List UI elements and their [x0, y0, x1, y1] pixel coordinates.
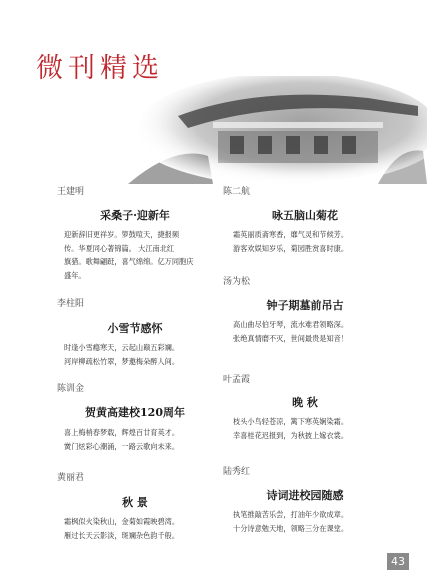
- poem-text: 枝头小鸟轻苍凉，篱下寒英娴染霜。 幸喜桂花迟报到，为秋披上嫁衣裳。: [233, 417, 349, 440]
- building-roof-icon: [118, 76, 427, 184]
- poem-text: 高山曲尽伯牙琴，流水难君领略深。 张绝真情磨不灭，世间最贵是知音！: [233, 320, 349, 343]
- poem-title: 咏五脑山菊花: [272, 209, 338, 222]
- poem-text: 执笔推敲苦乐尝，打油年少欲成章。 十分诗意勉天地，领略三分在课堂。: [233, 510, 349, 533]
- poem-author: 汤为松: [223, 277, 251, 287]
- poem-author: 叶孟霞: [223, 375, 251, 385]
- poem-title: 晚 秋: [292, 396, 318, 409]
- poem-text: 时逢小雪瘾寒天，云起山巅五彩斓。 河岸柳疏松竹翠，梦邀梅朵醉人间。: [64, 343, 180, 366]
- column-title: 微刊精选: [36, 53, 164, 84]
- poem-author: 王建明: [57, 187, 85, 197]
- page-number: 43: [387, 553, 409, 570]
- poem-title: 小雪节感怀: [107, 322, 163, 335]
- poem-text: 霜英丽质斋寒香，靡气灵和节候芳。 游客欢娱知岁乐，菊园胜赏喜时康。: [233, 230, 349, 253]
- poem-title: 贺黄高建校120周年: [85, 406, 185, 419]
- poem-author: 陈训金: [57, 384, 85, 394]
- poem-title: 诗词进校园随感: [266, 489, 344, 502]
- poem-author: 陆秀红: [223, 467, 251, 477]
- poem-author: 黄丽君: [57, 473, 85, 483]
- poem-text: 喜上梅梢春梦载，辉煌百廿育英才。 黉门炫彩心潮涌，一路云歌向未来。: [64, 428, 180, 451]
- poem-text: 迎新辞旧更祥岁。箩鼓喧天，捷报频 传。华夏同心著锦篇。 大江南北红 旗猎。歌舞翩跹，喜气绵绵。亿万同胞庆 盛年。: [64, 230, 194, 280]
- poem-author: 陈二航: [223, 187, 251, 197]
- poem-title: 钟子期墓前吊古: [266, 299, 344, 312]
- poem-text: 霜枫似火染秋山，金菊如霞映碧湾。 雁过长天云影淡，斑斓杂色韵千般。: [64, 517, 180, 540]
- poem-title: 采桑子·迎新年: [100, 209, 170, 222]
- poem-title: 秋 景: [122, 496, 148, 509]
- poem-author: 李柱阳: [57, 299, 85, 309]
